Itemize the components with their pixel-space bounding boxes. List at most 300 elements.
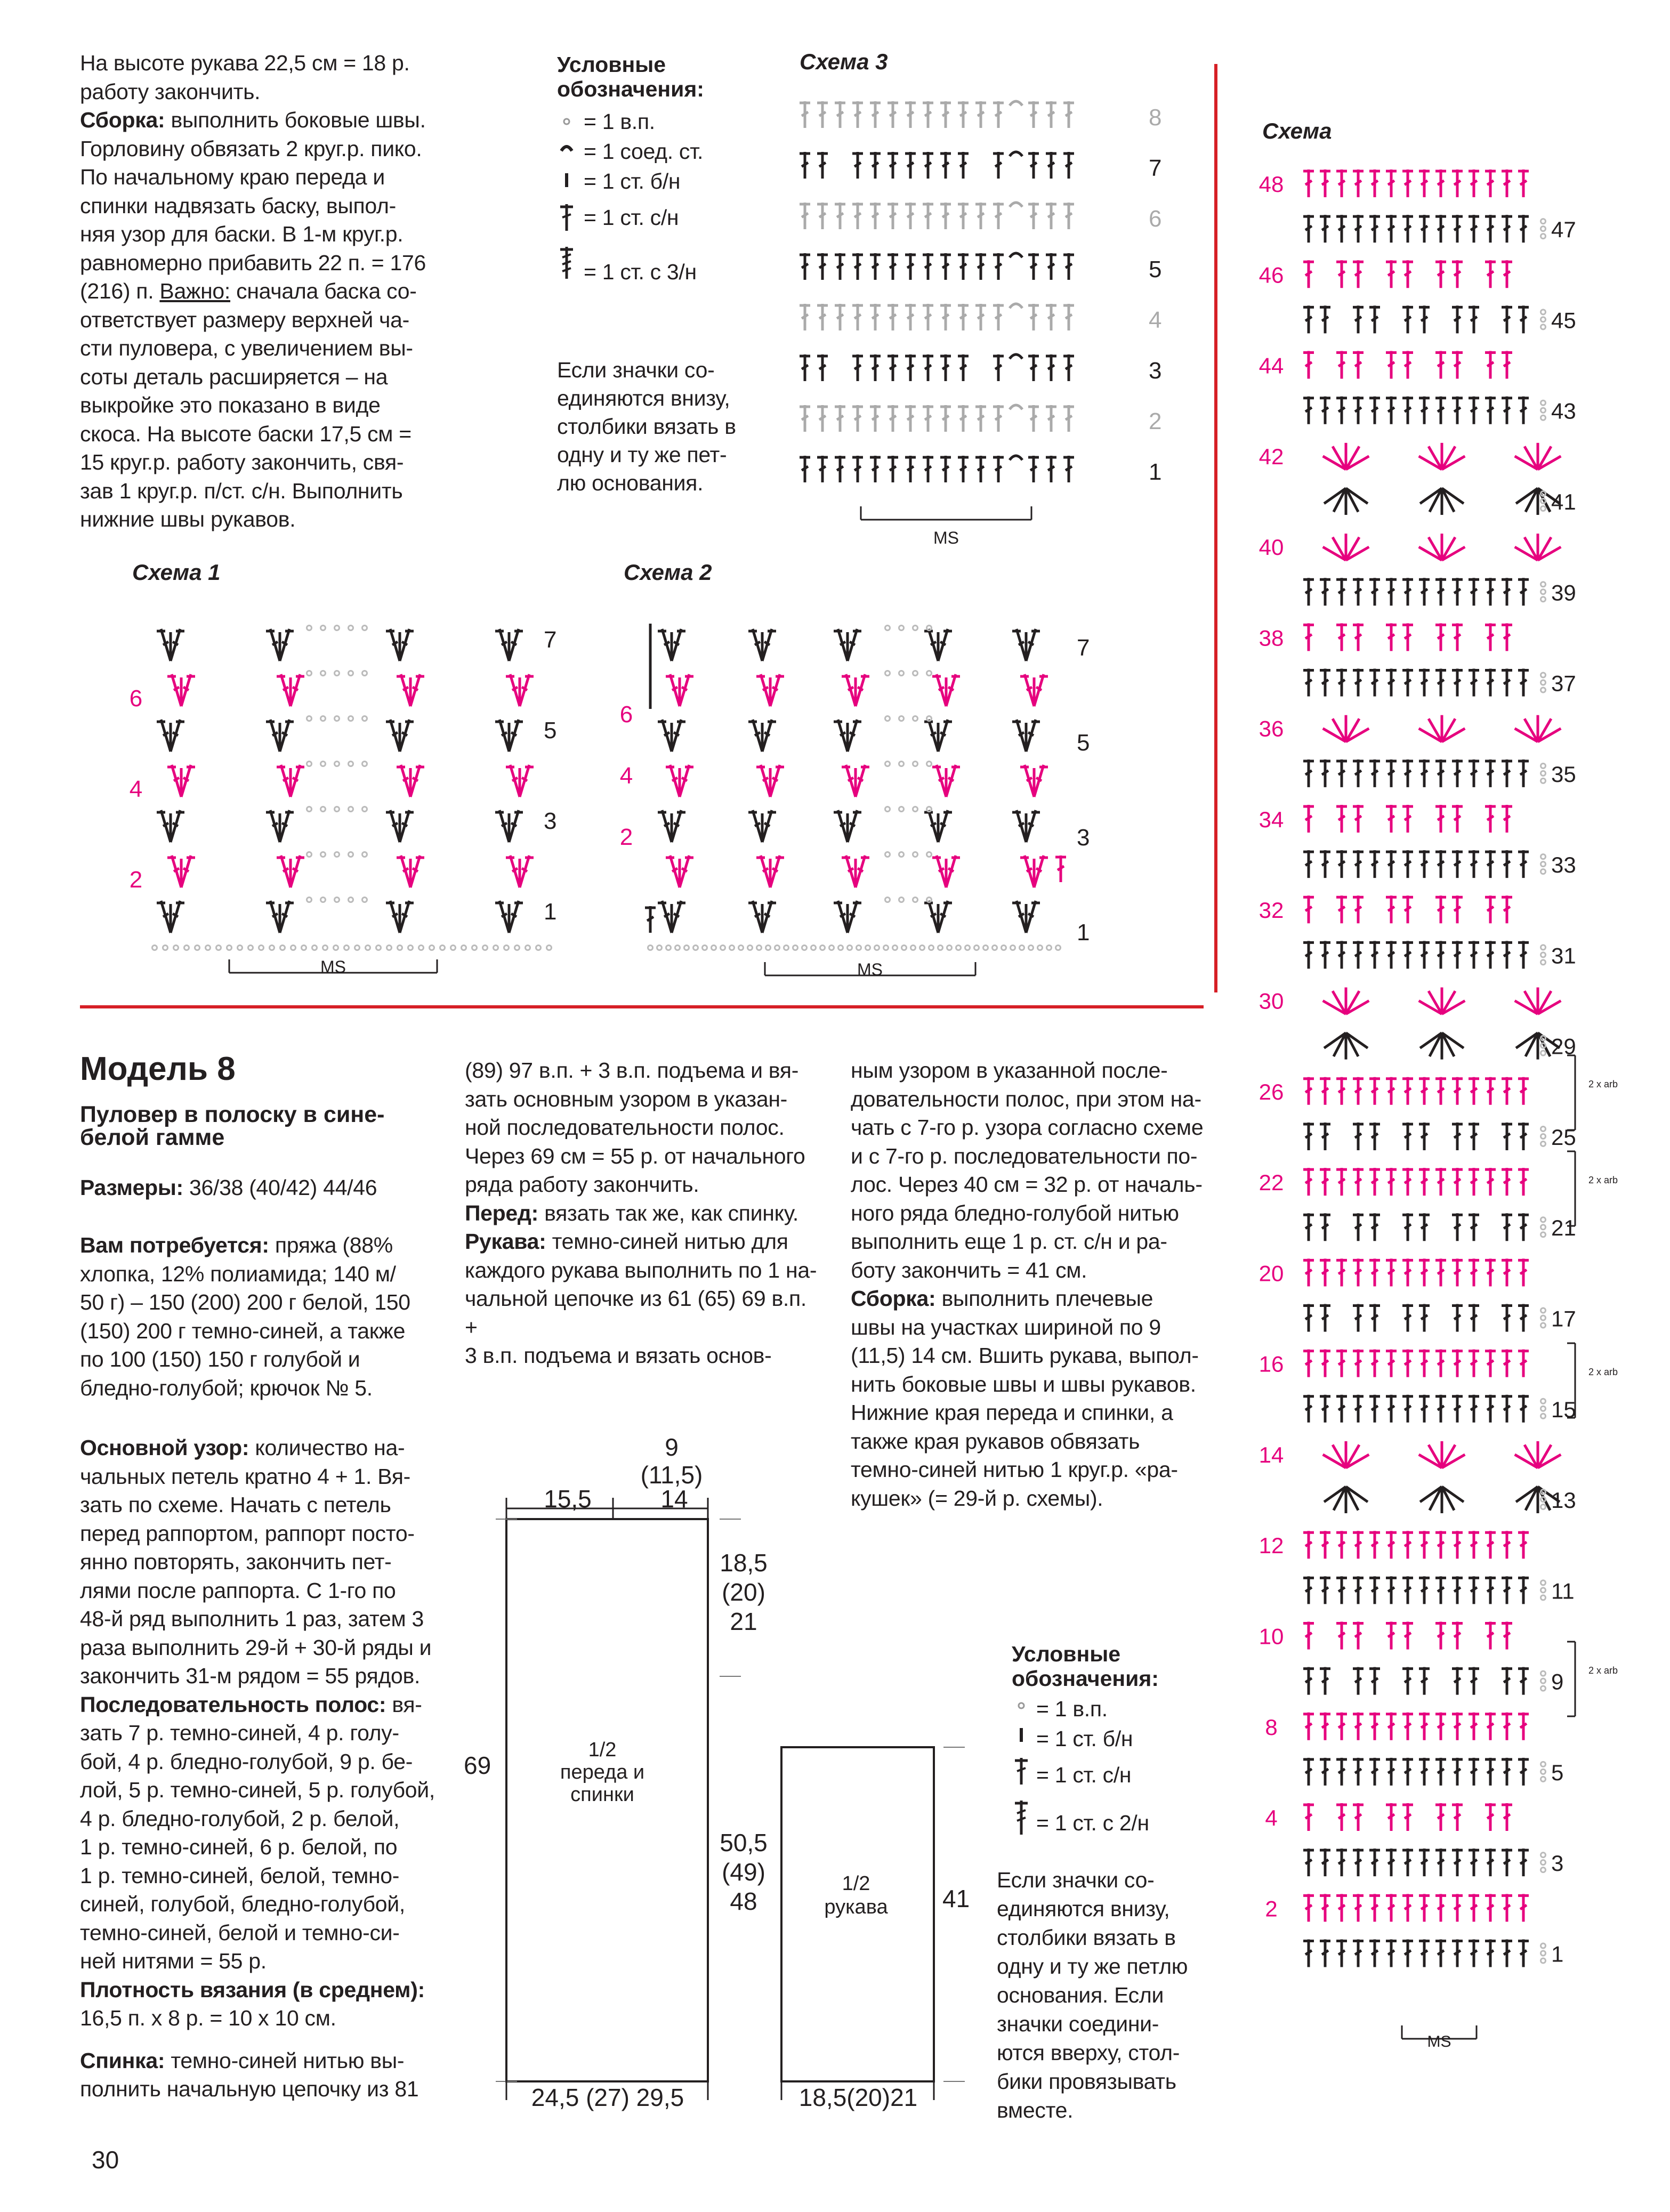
schema3-chart [794,85,1183,554]
stitch-chain [885,807,890,812]
stitch-dc [1485,397,1496,424]
stitch-dc [975,253,986,280]
stitch-dc [1419,305,1430,333]
stitch-dc [1419,578,1430,606]
stitch-fan [1515,443,1561,470]
stitch-chain [335,852,340,857]
top-text-block [80,49,437,534]
text-line: лями после раппорта. С 1-го по [80,1578,396,1603]
stitch-dc [1469,1168,1479,1196]
stitch-dc [1353,669,1364,697]
stitch-dc [1369,1576,1380,1604]
stitch-dc [1452,805,1463,833]
stitch-fan [1323,988,1369,1014]
stitch-cluster [167,855,195,887]
stitch-dc [1452,169,1463,197]
stitch-dc [1502,169,1512,197]
text-line: ной последовательности полос. [465,1115,785,1140]
row-number: 46 [1258,262,1284,288]
stitch-dc [1452,260,1463,288]
stitch-dc [1502,1531,1512,1559]
stitch-dc [1435,895,1446,923]
text-line: 3 в.п. подъема и вязать основ- [465,1343,772,1368]
text-line: спинки надвязать баску, выпол- [80,193,396,218]
stitch-chain [163,946,168,950]
row-number: 4 [1265,1805,1278,1831]
assembly-label: Сборка: [851,1286,936,1311]
stitch-dc [1353,1576,1364,1604]
row-number: 1 [1551,1941,1564,1967]
stitch-dc [1518,941,1529,968]
row-number: 6 [619,701,633,728]
stitch-chain [270,946,275,950]
front-label: Перед: [465,1200,538,1225]
stitch-dc [1419,941,1430,968]
stitch-dc [1028,304,1039,330]
stitch-chain [927,898,932,902]
stitch-chain [376,946,381,950]
density-label: Плотность вязания (в среднем): [80,1977,425,2002]
stitch-cluster [277,674,304,706]
stitch-dc [1469,1350,1479,1377]
stitch-dc [817,253,828,280]
stitch-dc [1435,1894,1446,1922]
stitch-chain [1541,1943,1546,1948]
row-number: 45 [1551,308,1576,333]
stitch-chain [1029,946,1034,950]
stitch-cluster [748,810,776,842]
stitch-dc [870,152,881,179]
stitch-dc [1369,850,1380,878]
stitch-dc [1518,1531,1529,1559]
stitch-chain [238,946,243,950]
stitch-dc [1303,760,1314,787]
stitch-dc [870,304,881,330]
stitch-dc [923,101,933,128]
stitch-dc [1518,305,1529,333]
stitch-cluster [386,901,414,933]
row-number: 8 [1149,104,1162,131]
stitch-dc [1336,1713,1347,1740]
stitch-chain [929,946,934,950]
row-number: 2 [129,867,143,893]
stitch-dc [1518,578,1529,606]
stitch-chain [757,946,762,950]
legend-item: = 1 ст. с/н [584,205,679,230]
stitch-chain [248,946,253,950]
stitch-dc [1485,1395,1496,1423]
sleeve-label-line: рукава [824,1896,888,1918]
stitch-chain [335,671,340,676]
stitch-chain [1541,415,1546,420]
stitch-chain [927,716,932,721]
stitch-dc [1469,760,1479,787]
row-number: 12 [1258,1533,1284,1559]
stitch-dc [1419,1894,1430,1922]
stitch-dc [1452,941,1463,968]
stitch-dc [1435,397,1446,424]
stitch-chain [913,716,918,721]
stitch-dc [1435,1395,1446,1423]
stitch-chain [712,946,716,950]
text-line: выполнить еще 1 р. ст. с/н и ра- [851,1229,1167,1254]
model-title: Модель 8 [80,1051,236,1087]
stitch-chain [1541,310,1546,314]
text-line: выкройке это показано в виде [80,393,381,417]
stitch-chain [1047,946,1052,950]
stitch-dc [1402,1258,1413,1286]
row-number: 6 [129,685,143,712]
stitch-dc [1303,1713,1314,1740]
stitch-chain [838,946,843,950]
stitch-dc [905,405,916,432]
text-line: Горловину обвязать 2 круг.р. пико. [80,136,422,161]
stitch-dc [1336,895,1347,923]
stitch-chain [965,946,970,950]
stitch-chain [1541,854,1546,859]
model-subtitle [80,1103,421,1149]
stitch-chain [902,946,907,950]
stitch-dc [1518,850,1529,878]
stitch-chain [335,716,340,721]
stitch-cluster [397,765,424,797]
row-number: 4 [129,776,143,802]
stitch-dc [1386,1077,1397,1105]
stitch-cluster [495,901,523,933]
stitch-dc [1063,152,1074,179]
stitch-chain [884,946,889,950]
stitch-chain [1038,946,1043,950]
stitch-chain [1541,1414,1546,1418]
text-line: ней нитями = 55 р. [80,1949,267,1973]
stitch-dc [1320,669,1330,697]
legend-item: = 1 в.п. [1036,1697,1108,1721]
stitch-dc [1469,1123,1479,1150]
stitch-chain [675,946,680,950]
stitch-dc [1502,895,1512,923]
legend-item: = 1 соед. ст. [584,139,704,164]
stitch-dc [1386,941,1397,968]
stitch-dc [1303,578,1314,606]
stitch-dc [958,405,969,432]
legend-note-line: Если значки со- [557,358,715,382]
stitch-chain [1541,400,1546,405]
stitch-dc [1353,260,1364,288]
stitch-chain [721,946,725,950]
stitch-dc [1336,578,1347,606]
stitch-dc [1353,941,1364,968]
stitch-cluster [506,674,534,706]
stitch-dc [1469,1939,1479,1967]
row-number: 48 [1258,172,1284,197]
stitch-dc [975,456,986,482]
row-number: 31 [1551,943,1576,968]
stitch-dc [940,405,951,432]
stitch-cluster [506,855,534,887]
stitch-dc [940,152,951,179]
stitch-dc [1452,1258,1463,1286]
stitch-dc [870,253,881,280]
stitch-dc [975,304,986,330]
schema3-title: Схема 3 [800,49,888,74]
body-label-line: переда и [560,1761,645,1783]
stitch-cluster [157,901,184,933]
stitch-cluster [666,765,693,797]
stitch-dc [1386,760,1397,787]
stitch-dc [1303,895,1314,923]
stitch-dc [1386,805,1397,833]
stitch-chain [684,946,689,950]
stitch-dc [870,203,881,229]
stitch-dc [1419,169,1430,197]
stitch-dc [1353,1168,1364,1196]
stitch-chain [1541,1308,1546,1313]
stitch-chain [927,671,932,676]
stitch-slip [1010,253,1022,257]
stitch-chain [993,946,997,950]
stitch-dc [1485,1258,1496,1286]
row-number: 14 [1258,1442,1284,1467]
stitch-dc [1336,1894,1347,1922]
stitch-chain [693,946,698,950]
repeat-label: 2 x arb [1588,1175,1618,1185]
stitch-dc [1046,253,1056,280]
stitch-chain [430,946,434,950]
stitch-dc [1402,1848,1413,1876]
stitch-dc [958,152,969,179]
stitch-dc [1435,1803,1446,1831]
stitch-dc [1386,895,1397,923]
stitch-chain [349,716,353,721]
row-number: 26 [1258,1079,1284,1104]
stitch-cluster [506,765,534,797]
stitch-dc [1369,1213,1380,1241]
need-label: Вам потребуется: [80,1233,269,1257]
stitch-dc [1353,215,1364,243]
stitch-dc [923,456,933,482]
stitch-chain [657,946,662,950]
stitch-chain [472,946,477,950]
text-line: лос. Через 40 см = 32 р. от началь- [851,1172,1203,1197]
stitch-chain [899,852,904,857]
stitch-chain [259,946,264,950]
stitch-fan [1419,443,1465,470]
stitch-dc [1435,760,1446,787]
stitch-dc [975,101,986,128]
stitch-dc [1386,623,1397,651]
stitch-dc [958,203,969,229]
row-number: 41 [1551,489,1576,514]
stitch-dc [1336,1621,1347,1649]
stitch-chain [419,946,424,950]
stitch-dc [1402,850,1413,878]
text-line: боту закончить = 41 см. [851,1257,1087,1282]
schema1-title: Схема 1 [132,560,221,585]
stitch-dc [1046,152,1056,179]
stitch-dc [923,304,933,330]
stitch-chain [483,946,488,950]
stitch-chain [1056,946,1061,950]
stitch-dc [1353,1395,1364,1423]
row-number: 22 [1258,1170,1284,1196]
stitch-chain [184,946,189,950]
stitch-chain [899,898,904,902]
stitch-dc [1369,578,1380,606]
stitch-dc [1485,1894,1496,1922]
stitch-fan [1515,715,1561,742]
stitch-cluster [167,674,195,706]
stitch-dc [1435,941,1446,968]
stitch-chain [335,626,340,631]
stitch-dc [835,405,845,432]
stitch-dc [993,405,1004,432]
stitch-dc [1369,1123,1380,1150]
stitch-slip [1010,152,1022,156]
stitch-dc [1435,1531,1446,1559]
stitch-cluster [157,810,184,842]
stitch-dc [1469,1531,1479,1559]
stitch-chain [335,807,340,812]
stitch-dc [940,253,951,280]
row-number: 7 [1077,635,1090,661]
stitch-dc [645,906,656,933]
stitch-dc [1336,850,1347,878]
stitch-dc [1320,1350,1330,1377]
stitch-dc [1452,1395,1463,1423]
stitch-dc [1369,1848,1380,1876]
stitch-chain [174,946,179,950]
stitch-dc [1452,1803,1463,1831]
text-line: довательности полос, при этом на- [851,1086,1201,1111]
text-line: выполнить плечевые [941,1286,1153,1311]
stitch-cluster [386,810,414,842]
stitch-dc [1469,169,1479,197]
stitch-dc [1353,1213,1364,1241]
stitch-dc [940,354,951,381]
stitch-dc [1028,456,1039,482]
stitch-dc [1336,260,1347,288]
text-line: зать 7 р. темно-синей, 4 р. голу- [80,1721,399,1745]
stitch-dc [1303,941,1314,968]
legend-note-line: ются вверху, стол- [997,2040,1180,2065]
stitch-dc [1353,305,1364,333]
stitch-chain [1541,317,1546,322]
stitch-dc [1303,215,1314,243]
stitch-dc [1303,1758,1314,1786]
stitch-dc [1502,1713,1512,1740]
stitch-chain [1541,1958,1546,1963]
stitch-chain [1541,1315,1546,1320]
stitch-dc [1452,351,1463,379]
stitch-dc [1369,215,1380,243]
text-line: ряда работу закончить. [465,1172,699,1197]
stitch-dc [1485,895,1496,923]
text-line: выполнить боковые швы. [171,108,426,132]
stitch-chain [1541,1323,1546,1328]
pattern-description [80,1434,435,2104]
stitch-chain [362,807,367,812]
stitch-chain [398,946,402,950]
stitch-dc [1303,397,1314,424]
stitch-dc [1502,1077,1512,1105]
row-number: 1 [544,899,557,925]
row-number: 13 [1551,1488,1576,1513]
stitch-dc [1485,1531,1496,1559]
stitch-dc [1336,215,1347,243]
stitch-dc [1055,855,1066,882]
stitch-slip [1010,354,1022,359]
dim-right-21: 21 [730,1608,757,1635]
stitch-dc [958,456,969,482]
dim-top-9: 9 [665,1433,679,1461]
stitch-dc [958,354,969,381]
stitch-chain [349,852,353,857]
text-line: по 100 (150) 150 г голубой и [80,1347,360,1371]
stitch-chain [362,898,367,902]
legend-note-line: лю основания. [557,471,704,495]
stitch-cluster [1012,810,1040,842]
text-line: лой, 5 р. темно-синей, 5 р. голубой, [80,1778,435,1802]
stitch-dc [1336,1350,1347,1377]
row-number: 2 [1149,408,1162,434]
stitch-cluster [834,720,861,752]
stitch-dc [905,101,916,128]
stitch-chain [334,946,338,950]
stitch-cluster [834,810,861,842]
stitch-chain [1541,862,1546,867]
stitch-chain [920,946,925,950]
stitch-dc [1353,1123,1364,1150]
stitch-dc [940,304,951,330]
stitch-dc [800,304,810,330]
stitch-dc [1369,669,1380,697]
stitch-dc [1369,1939,1380,1967]
stitch-fan [1420,488,1464,515]
stitch-chain [885,898,890,902]
row-number: 39 [1551,580,1576,606]
stitch-dc [852,456,863,482]
legend-note-line: единяются внизу, [997,1896,1170,1921]
text-line: бледно-голубой; крючок № 5. [80,1375,373,1400]
stitch-dc [993,456,1004,482]
stitch-chain [927,626,932,631]
stitch-chain [321,762,326,766]
legend-note-line: Если значки со- [997,1868,1155,1892]
text-line: 1 р. темно-синей, 6 р. белой, по [80,1835,398,1859]
stitch-dc [1303,1531,1314,1559]
stitch-dc [1303,1848,1314,1876]
text-line: полнить начальную цепочку из 81 [80,2077,419,2101]
text-line: зать основным узором в указан- [465,1086,788,1111]
text-line: ным узором в указанной после- [851,1058,1168,1083]
stitch-dc [1386,669,1397,697]
stitch-dc [1469,1713,1479,1740]
row-number: 35 [1551,761,1576,787]
stitch-dc [1518,1939,1529,1967]
stitch-dc [888,203,898,229]
stitch-dc [993,354,1004,381]
stitch-chain [1541,1686,1546,1691]
stitch-dc [1028,152,1039,179]
stitch-chain [362,852,367,857]
stitch-dc [1320,578,1330,606]
stitch-chain [983,946,988,950]
stitch-dc [958,101,969,128]
stitch-dc [1028,101,1039,128]
stitch-dc [1485,1350,1496,1377]
stitch-dc [1386,850,1397,878]
back-label: Спинка: [80,2048,165,2073]
